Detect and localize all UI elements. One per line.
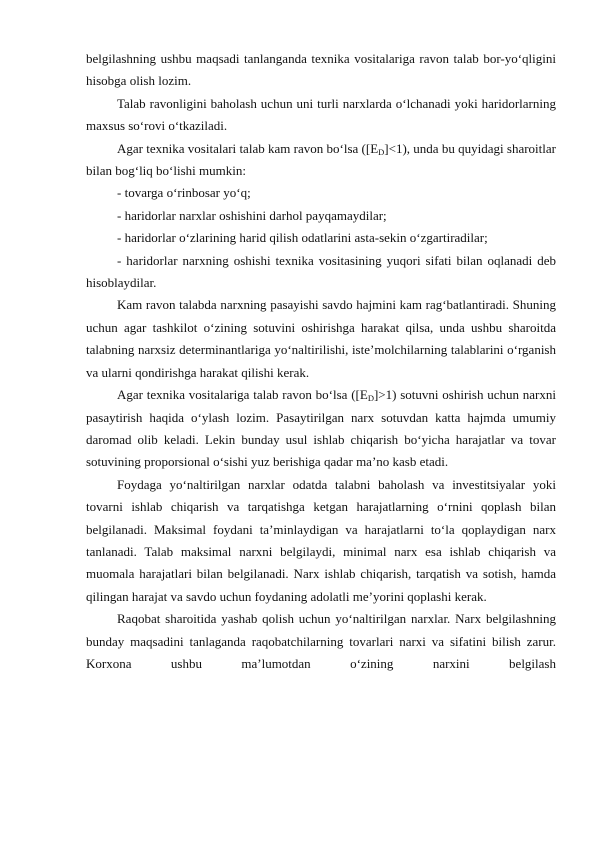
paragraph-low-elasticity-effect: Kam ravon talabda narxning pasayishi savdo hajmini kam rag‘batlantiradi. Shuning uchun agar tashkilot o‘zining sotuvini oshirishga harakat qilsa, unda ushbu sharoitda talabning narxsiz determinantlariga yo‘naltirilishi, iste’molchilarning talablarini o‘rganish va ularni qondirishga harakat qilishi kerak. xyxy=(86,297,556,380)
list-item: - tovarga o‘rinbosar yo‘q; xyxy=(117,185,251,201)
paragraph-demand-elasticity-assessment: Talab ravonligini baholash uchun uni turli narxlarda o‘lchanadi yoki haridorlarning maxsus so‘rovi o‘tkaziladi. xyxy=(86,95,556,134)
paragraph-competition-oriented-prices: Raqobat sharoitida yashab qolish uchun yo‘naltirilgan narxlar. Narx belgilashning bunday maqsadini tanlaganda raqobatchilarning tovarlari narxi va sifatini bilish zarur. Korxona ushbu ma’lumotdan o‘zining narxini belgilash xyxy=(86,611,556,671)
list-item: - haridorlar narxlar oshishini darhol payqamaydilar; xyxy=(117,207,387,223)
list-item: - haridorlar o‘zlarining harid qilish odatlarini asta-sekin o‘zgartiradilar; xyxy=(117,230,488,246)
document-page xyxy=(86,48,556,675)
paragraph-continuation: belgilashning ushbu maqsadi tanlanganda texnika vositalariga ravon talab bor-yo‘qligini hisobga olish lozim. xyxy=(86,51,556,89)
list-item: - haridorlar narxning oshishi texnika vositasining yuqori sifati bilan oqlanadi deb hisoblaydilar. xyxy=(86,252,556,291)
paragraph-profit-oriented-prices: Foydaga yo‘naltirilgan narxlar odatda talabni baholash va investitsiyalar yoki tovarni ishlab chiqarish va tarqatishga ketgan harajatlarning o‘rnini qoplash bilan belgilanadi. Maksimal foydani ta’minlaydigan va harajatlarni to‘la qoplaydigan narx tanlanadi. Talab maksimal narxni belgilaydi, minimal narx esa ishlab chiqarish va muomala harajatlari bilan belgilanadi. Narx ishlab chiqarish, tarqatish va sotish, hamda qilingan harajat va savdo uchun foydaning adolatli me’yorini qoplashi kerak. xyxy=(86,476,556,604)
paragraph-inelastic-demand: Agar texnika vositalari talab kam ravon bo‘lsa $([E_D]<1)$, unda bu quyidagi sharoitlar bilan bog‘liq bo‘lishi mumkin: xyxy=(86,140,556,179)
paragraph-elastic-demand: Agar texnika vositalariga talab ravon bo‘lsa $([E_D]>1)$ sotuvni oshirish uchun narxni pasaytirish haqida o‘ylash lozim. Pasaytirilgan narx sotuvdan katta hajmda umumiy daromad olib keladi. Lekin bunday usul ishlab chiqarish bo‘yicha harajatlar va tovar sotuvining proporsional o‘sishi yuz berishiga qadar ma’no kasb etadi. xyxy=(86,387,556,470)
